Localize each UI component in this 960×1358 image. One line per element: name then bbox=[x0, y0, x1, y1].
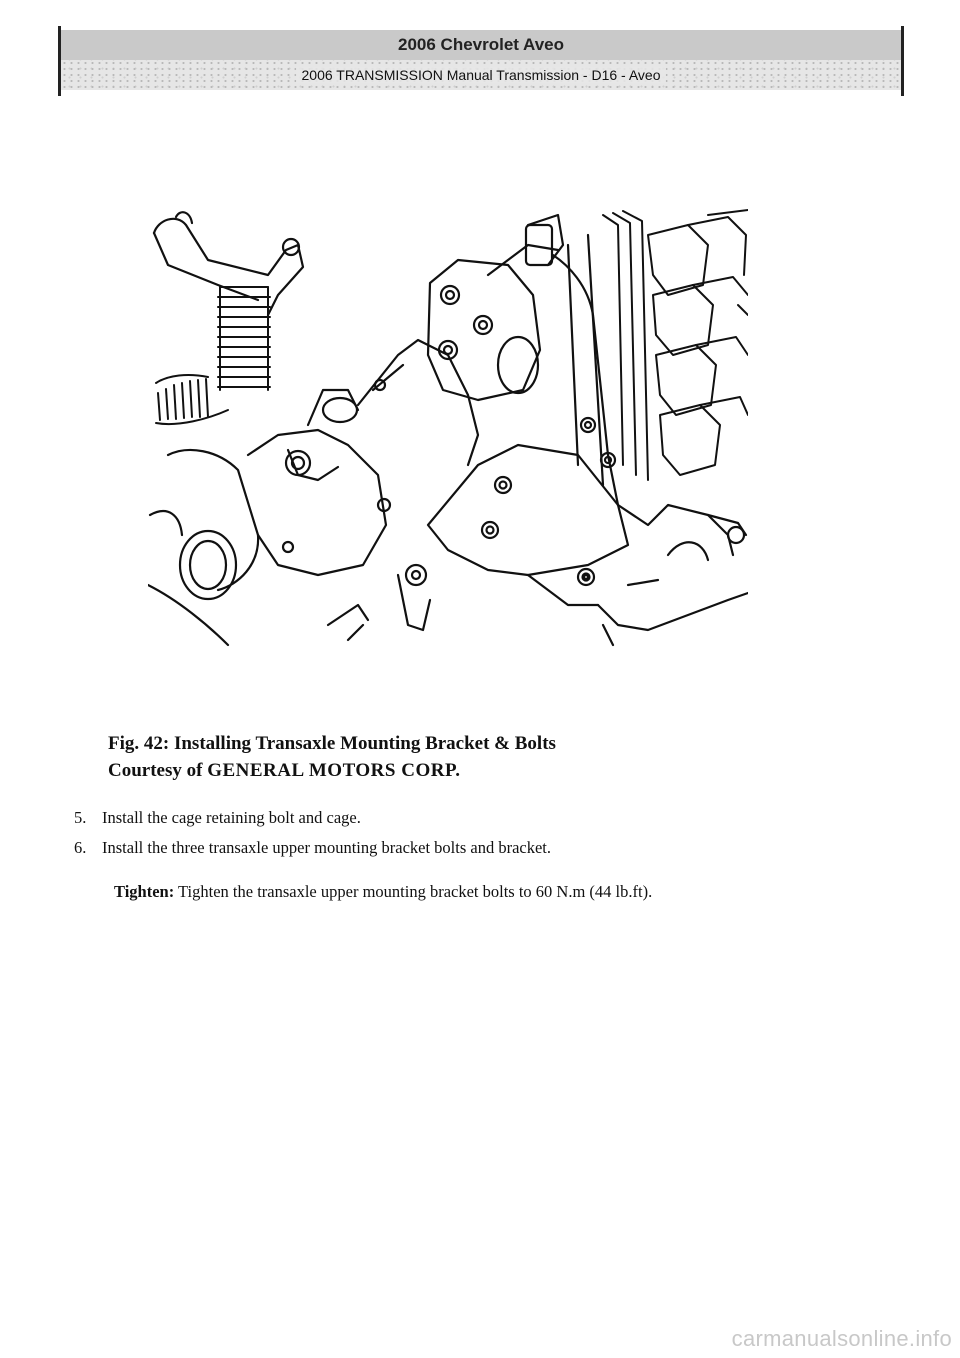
caption-courtesy-prefix: Courtesy of bbox=[108, 760, 208, 781]
procedure-steps bbox=[74, 803, 894, 863]
transaxle-bracket-illustration bbox=[148, 205, 748, 655]
step-item bbox=[74, 833, 894, 863]
caption-courtesy-org: GENERAL MOTORS CORP. bbox=[207, 760, 461, 781]
step-text: Install the three transaxle upper mounting bracket bolts and bracket. bbox=[102, 838, 552, 857]
caption-courtesy bbox=[108, 757, 556, 784]
torque-text: Tighten the transaxle upper mounting bracket bolts to 60 N.m (44 lb.ft). bbox=[174, 882, 653, 901]
header-subtitle: 2006 TRANSMISSION Manual Transmission - D16 - Aveo bbox=[296, 67, 667, 83]
header-title: 2006 Chevrolet Aveo bbox=[61, 30, 901, 60]
figure-caption bbox=[108, 730, 556, 784]
page-header bbox=[58, 26, 904, 96]
torque-label: Tighten: bbox=[114, 882, 175, 901]
caption-title: Fig. 42: Installing Transaxle Mounting Bracket & Bolts bbox=[108, 733, 556, 754]
step-text: Install the cage retaining bolt and cage. bbox=[102, 808, 361, 827]
torque-spec bbox=[114, 878, 652, 906]
step-item bbox=[74, 803, 894, 833]
step-number: 5. bbox=[74, 808, 87, 827]
header-subtitle-bar bbox=[61, 60, 901, 90]
watermark: carmanualsonline.info bbox=[731, 1326, 952, 1351]
step-number: 6. bbox=[74, 838, 87, 857]
